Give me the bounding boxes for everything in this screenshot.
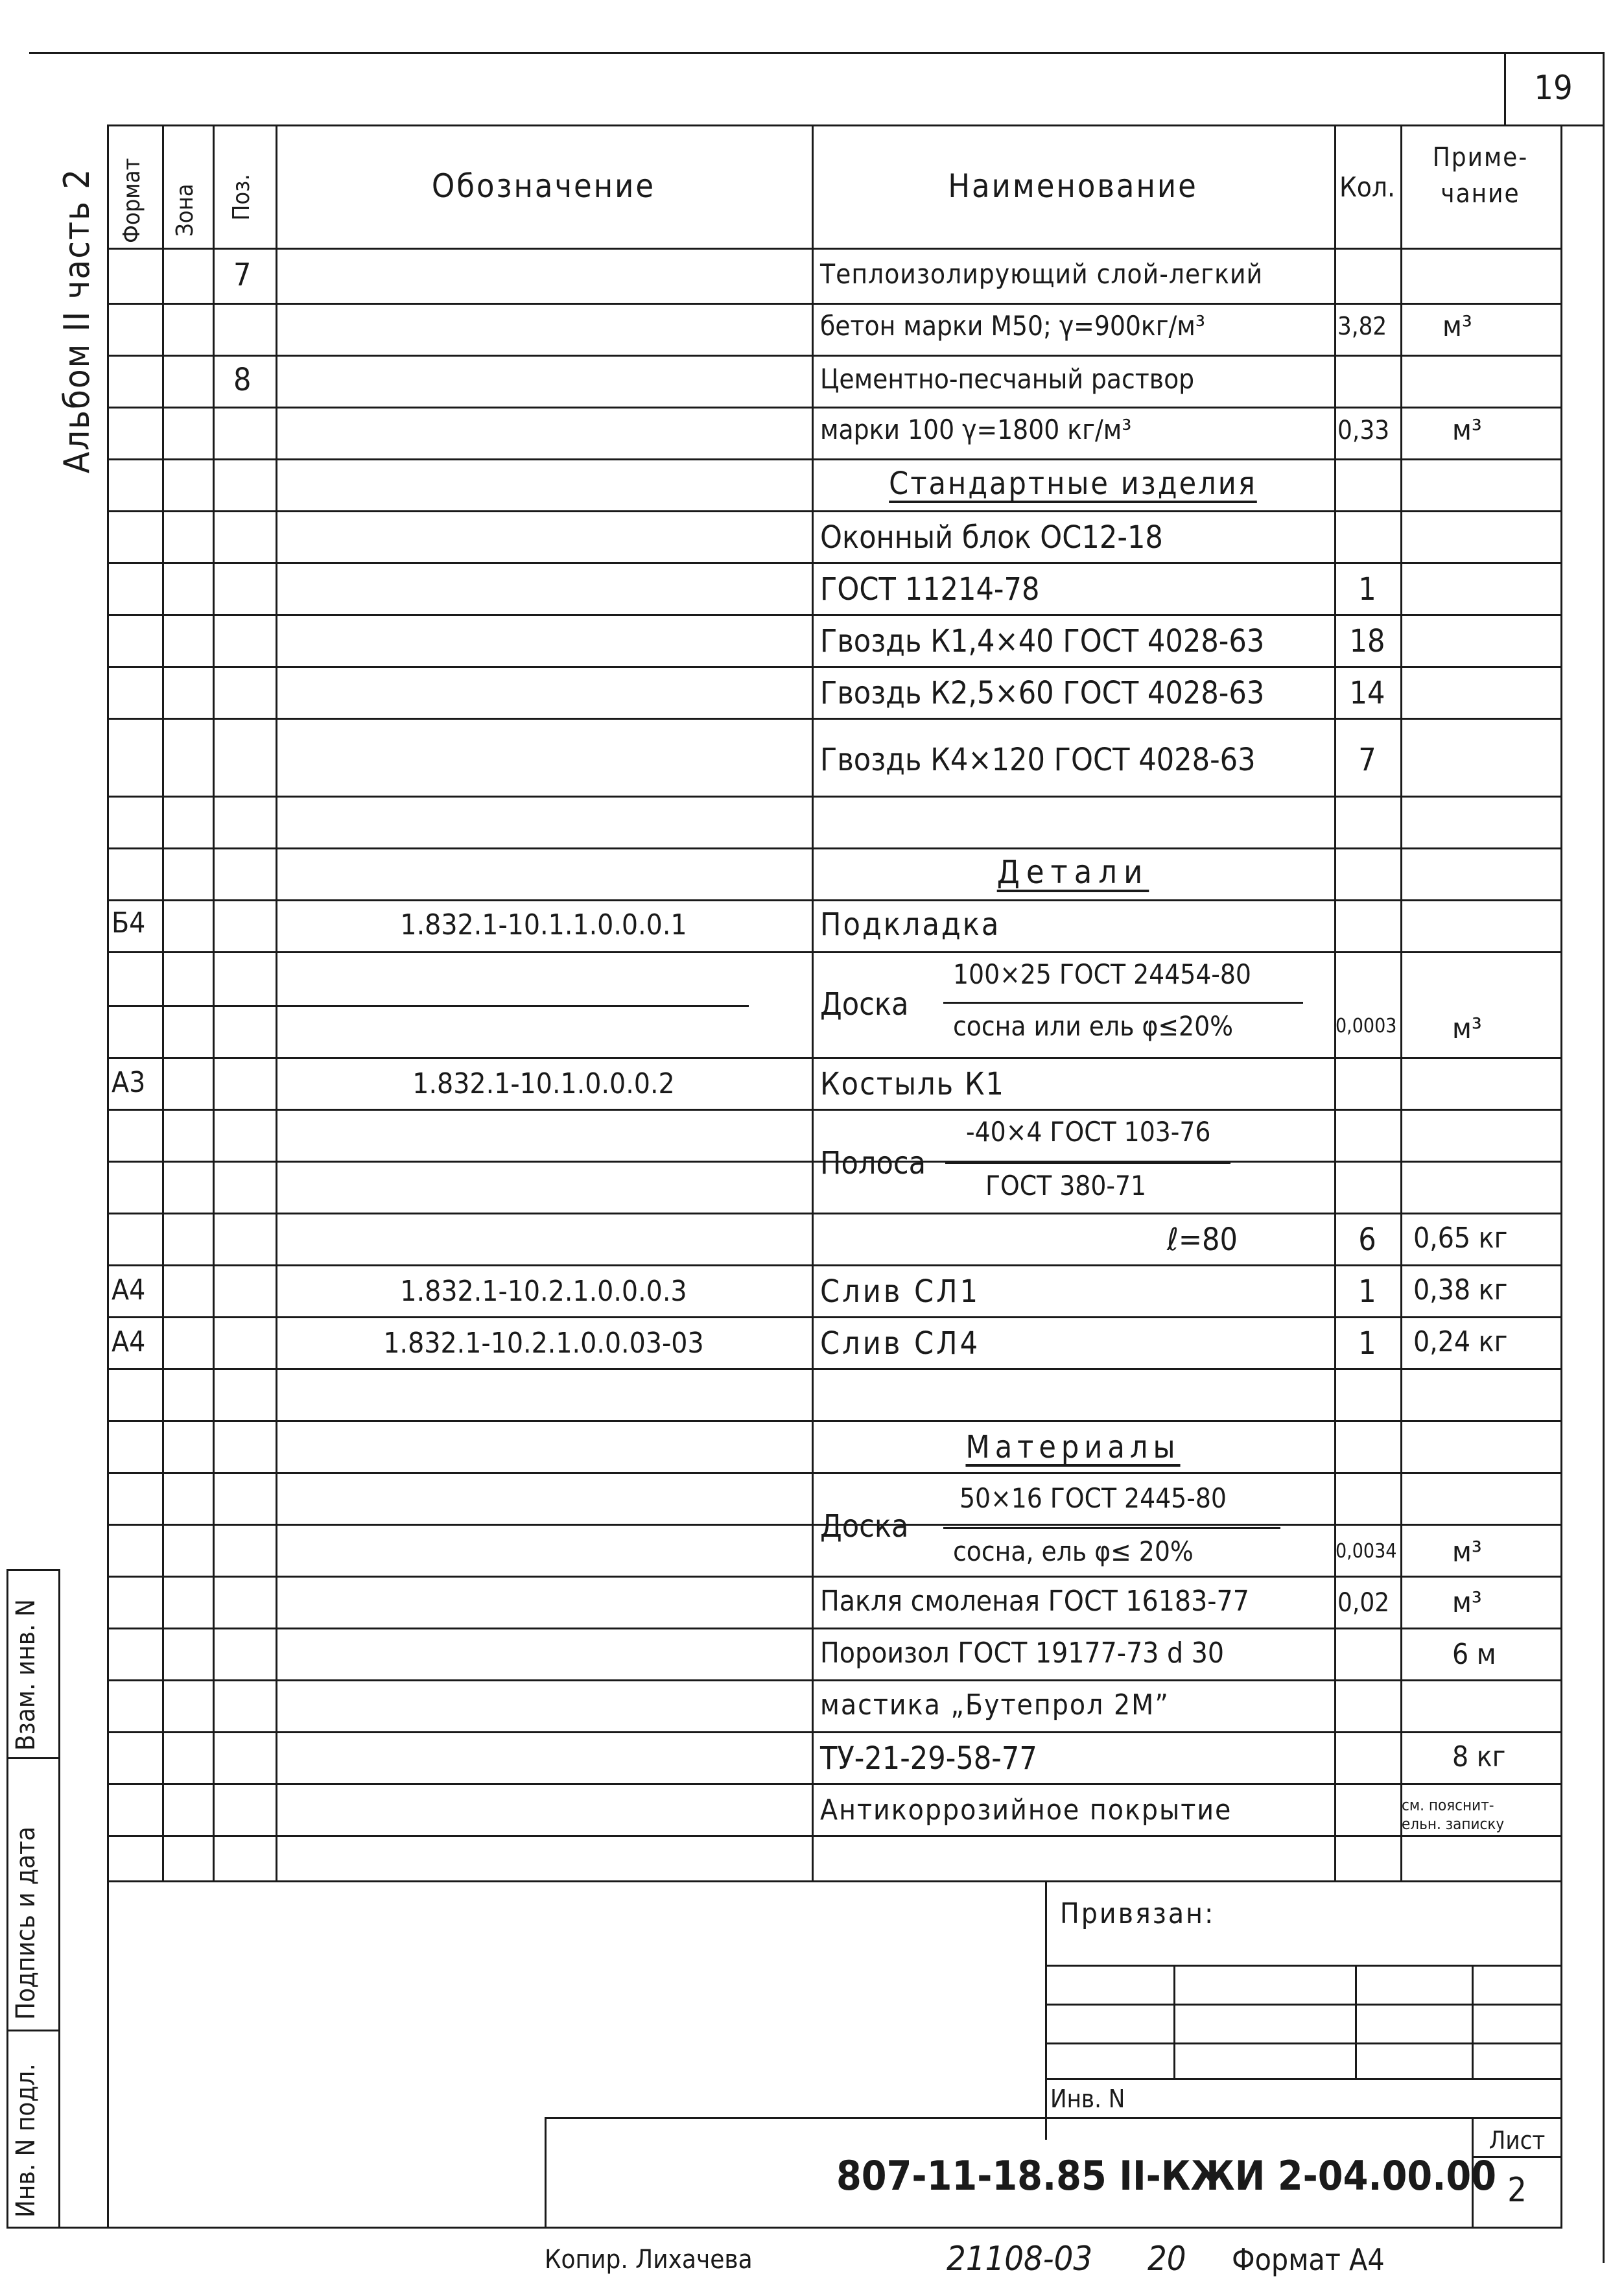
row-15-qty: 6 — [1358, 1222, 1376, 1258]
row-17-note: 0,24 кг — [1413, 1325, 1508, 1358]
header-zone: Зона — [172, 184, 198, 237]
row-24-name: Антикоррозийное покрытие — [820, 1794, 1232, 1827]
page-number: 19 — [1534, 69, 1573, 108]
header-qty: Кол. — [1339, 171, 1396, 203]
row-22-name: мастика „Бутепрол 2М” — [820, 1688, 1170, 1722]
header-format: Формат — [119, 158, 145, 243]
footer-kopir: Копир. Лихачева — [545, 2245, 753, 2275]
row-0-pos: 7 — [233, 257, 252, 293]
row-12-frac-bottom: сосна или ель φ≤20% — [953, 1010, 1234, 1042]
row-17-format: А4 — [112, 1325, 146, 1358]
row-9-qty: 7 — [1358, 742, 1376, 778]
side-podpis-data: Подпись и дата — [11, 1826, 41, 2020]
footer-format: Формат А4 — [1232, 2242, 1385, 2277]
row-1-name: бетон марки М50; γ=900кг/м³ — [820, 310, 1205, 342]
row-2-pos: 8 — [233, 362, 252, 398]
row-11-name: Подкладка — [820, 906, 1001, 943]
row-13-format: А3 — [112, 1066, 146, 1099]
row-12-frac-line — [943, 1002, 1303, 1004]
stamp-sheet-label: Лист — [1489, 2126, 1546, 2155]
row-17-qty: 1 — [1358, 1325, 1376, 1362]
row-12-prefix: Доска — [820, 986, 909, 1023]
row-16-designation: 1.832.1-10.2.1.0.0.0.3 — [400, 1275, 687, 1308]
row-14-frac-bottom: ГОСТ 380-71 — [985, 1170, 1147, 1202]
row-0-name: Теплоизолирующий слой-легкий — [820, 258, 1264, 290]
row-6-qty: 1 — [1358, 571, 1376, 608]
row-14-frac-top: -40×4 ГОСТ 103-76 — [966, 1116, 1211, 1148]
stamp-inv-n: Инв. N — [1050, 2085, 1125, 2113]
header-designation: Обозначение — [431, 167, 656, 205]
section-details: Детали — [996, 853, 1149, 891]
section-materials: Материалы — [965, 1429, 1181, 1465]
header-name: Наименование — [948, 167, 1198, 205]
section-standard: Стандартные изделия — [889, 466, 1257, 502]
row-5-name: Оконный блок ОС12-18 — [820, 519, 1163, 556]
row-1-qty: 3,82 — [1337, 312, 1387, 340]
row-6-name: ГОСТ 11214-78 — [820, 571, 1040, 608]
row-9-name: Гвоздь К4×120 ГОСТ 4028-63 — [820, 742, 1256, 778]
row-16-note: 0,38 кг — [1413, 1273, 1508, 1307]
row-19-qty: 0,0034 — [1336, 1540, 1397, 1563]
side-inv-podl: Инв. N подл. — [11, 2063, 41, 2218]
row-3-name: марки 100 γ=1800 кг/м³ — [820, 414, 1132, 445]
row-16-format: А4 — [112, 1273, 146, 1307]
row-23-name: ТУ-21-29-58-77 — [820, 1740, 1037, 1777]
row-23-note: 8 кг — [1452, 1740, 1506, 1773]
row-7-name: Гвоздь К1,4×40 ГОСТ 4028-63 — [820, 623, 1265, 659]
row-14-frac-line — [945, 1162, 1230, 1164]
row-19-frac-line — [943, 1527, 1280, 1529]
row-16-name: Слив СЛ1 — [820, 1273, 981, 1310]
header-note: Приме- чание — [1432, 143, 1529, 209]
row-13-name: Костыль К1 — [820, 1066, 1005, 1102]
row-24-note: см. пояснит- ельн. записку — [1402, 1796, 1505, 1833]
row-20-name: Пакля смоленая ГОСТ 16183-77 — [820, 1585, 1249, 1618]
row-19-prefix: Доска — [820, 1508, 909, 1545]
footer-order-num: 20 — [1147, 2240, 1186, 2279]
row-8-qty: 14 — [1349, 675, 1385, 711]
row-19-note: м³ — [1452, 1535, 1482, 1569]
row-1-note: м³ — [1442, 310, 1472, 343]
stamp-document-code: 807-11-18.85 II-КЖИ 2-04.00.00 — [836, 2152, 1497, 2199]
row-2-name: Цементно-песчаный раствор — [820, 363, 1195, 395]
row-19-frac-bottom: сосна, ель φ≤ 20% — [953, 1535, 1194, 1567]
row-13-designation: 1.832.1-10.1.0.0.0.2 — [412, 1067, 675, 1100]
row-8-name: Гвоздь К2,5×60 ГОСТ 4028-63 — [820, 675, 1265, 711]
row-21-note: 6 м — [1452, 1638, 1496, 1671]
row-15-name: ℓ=80 — [1167, 1222, 1238, 1258]
row-7-qty: 18 — [1349, 623, 1385, 659]
footer-order: 21108-03 — [947, 2240, 1093, 2279]
row-14-prefix: Полоса — [820, 1145, 926, 1181]
row-17-designation: 1.832.1-10.2.1.0.0.03-03 — [383, 1327, 704, 1360]
row-3-qty: 0,33 — [1337, 416, 1390, 445]
row-11-designation: 1.832.1-10.1.1.0.0.0.1 — [400, 908, 687, 941]
row-3-note: м³ — [1452, 414, 1482, 447]
row-12-note: м³ — [1452, 1012, 1482, 1045]
side-vzam-inv: Взам. инв. N — [11, 1599, 41, 1751]
row-16-qty: 1 — [1358, 1273, 1376, 1310]
row-11-format: Б4 — [112, 906, 146, 940]
stamp-sheet-number: 2 — [1507, 2171, 1527, 2210]
stamp-privyazan: Привязан: — [1060, 1897, 1216, 1930]
row-12-qty: 0,0003 — [1336, 1015, 1397, 1037]
row-21-name: Пороизол ГОСТ 19177-73 d 30 — [820, 1637, 1225, 1670]
album-label: Альбом II часть 2 — [56, 167, 97, 473]
header-pos: Поз. — [228, 174, 255, 220]
row-20-qty: 0,02 — [1337, 1588, 1390, 1618]
row-19-frac-top: 50×16 ГОСТ 2445-80 — [959, 1482, 1227, 1514]
row-12-frac-top: 100×25 ГОСТ 24454-80 — [953, 958, 1251, 990]
row-17-name: Слив СЛ4 — [820, 1325, 981, 1362]
row-15-note: 0,65 кг — [1413, 1222, 1508, 1255]
row-20-note: м³ — [1452, 1586, 1482, 1619]
